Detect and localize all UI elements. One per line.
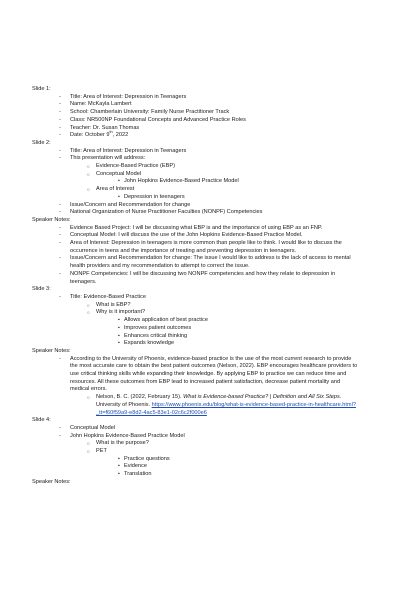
slide-1-name: - Name: McKayla Lambert <box>32 101 358 109</box>
slide-4-heading: Slide 4: <box>32 417 51 424</box>
slide-2-note: - Issue/Concern and Recommendation for change: The issue I would like to address is the lack of access to mental health providers and my recommendation to attempt to correct the issue. <box>32 255 358 270</box>
slide-2-speaker-heading: Speaker Notes: <box>32 216 71 223</box>
slide-3-reason: ▪ Enhances critical thinking <box>32 333 358 341</box>
slide-2-heading: Slide 2: <box>32 139 51 146</box>
slide-3-reason: ▪ Improves patient outcomes <box>32 325 358 333</box>
slide-4-pet-item: ▪ Practice questions <box>32 456 358 464</box>
slide-4-purpose: ○ What is the purpose? <box>32 440 358 448</box>
slide-3-heading: Slide 3: <box>32 286 51 293</box>
slide-2-note: - NONPF Competencies: I will be discussing two NONPF competencies and how they relate to depression in teenagers. <box>32 271 358 286</box>
slide-2-area: ○ Area of Interest <box>32 186 358 194</box>
slide-4-pet: ○ PET <box>32 448 358 456</box>
slide-2-depression: ▪ Depression in teenagers <box>32 194 358 202</box>
slide-3-title: - Title: Evidence-Based Practice <box>32 294 358 302</box>
slide-3-what: ○ What is EBP? <box>32 302 358 310</box>
slide-2-nonpf: - National Organization of Nurse Practitioner Faculties (NONPF) Competencies <box>32 209 358 217</box>
slide-1-school: - School: Chamberlain University: Family Nurse Practitioner Track <box>32 109 358 117</box>
slide-4-conceptual: - Conceptual Model <box>32 425 358 433</box>
slide-2-jh-model: ▪ John Hopkins Evidence-Based Practice Model <box>32 178 358 186</box>
slide-2-issue: - Issue/Concern and Recommendation for change <box>32 202 358 210</box>
slide-2-note: - Area of Interest: Depression in teenagers is more common than people like to think. I would like to discuss the occurrence in teens and the importance of treating and preventing depression in teenagers. <box>32 240 358 255</box>
slide-2-note: - Evidence Based Project: I will be discussing what EBP is and the importance of using EBP as an FNP. <box>32 225 358 233</box>
slide-4-pet-item: ▪ Evidence <box>32 463 358 471</box>
slide-4-speaker-heading: Speaker Notes: <box>32 478 71 485</box>
slide-1-title: - Title: Area of Interest: Depression in Teenagers <box>32 94 358 102</box>
slide-1-date: - Date: October 9th, 2022 <box>32 132 358 140</box>
slide-2-address: - This presentation will address: <box>32 155 358 163</box>
slide-2-note: - Conceptual Model: I will discuss the use of the John Hopkins Evidence-Based Practice Model. <box>32 232 358 240</box>
slide-4-jh-model: - John Hopkins Evidence-Based Practice Model <box>32 433 358 441</box>
slide-3-note: - According to the University of Phoenix, evidence-based practice is the use of the most current research to provide the most accurate care to obtain the best patient outcomes (Nelson, 2022). EBP encourages healthcare providers to use critical thinking skills while expanding their knowledge. By applying EBP to practice we can reduce time and resources. All these outcomes from EBP lead to increased patient satisfaction, decrease patient mortality and medical errors. <box>32 356 358 395</box>
slide-3-reason: ▪ Expands knowledge <box>32 340 358 348</box>
reference-link[interactable]: https://www.phoenix.edu/blog/what-is-evidence-based-practice-in-healthcare.html?_tt=f60f59a9-e8d2-4ac5-83e1-02c6c2f000e6 <box>96 401 356 416</box>
slide-1-teacher: - Teacher: Dr. Susan Thomas <box>32 125 358 133</box>
slide-3-speaker-heading: Speaker Notes: <box>32 347 71 354</box>
slide-1-heading: Slide 1: <box>32 86 51 92</box>
slide-2-ebp: ○ Evidence-Based Practice (EBP) <box>32 163 358 171</box>
slide-1-class: - Class: NR500NP Foundational Concepts and Advanced Practice Roles <box>32 117 358 125</box>
slide-3-reference: ○ Nelson, B. C. (2022, February 15). What is Evidence-based Practice? | Definition and All Six Steps. University of Phoenix. https://www.phoenix.edu/blog/what-is-evidence-based-practice-in-healthcare.html?_tt=f60f59a9-e8d2-4ac5-83e1-02c6c2f000e6 <box>32 394 358 417</box>
slide-4-pet-item: ▪ Translation <box>32 471 358 479</box>
slide-2-title: - Title: Area of Interest: Depression in Teenagers <box>32 148 358 156</box>
slide-3-why: ○ Why is it important? <box>32 309 358 317</box>
slide-2-conceptual: ○ Conceptual Model <box>32 171 358 179</box>
slide-3-reason: ▪ Allows application of best practice <box>32 317 358 325</box>
